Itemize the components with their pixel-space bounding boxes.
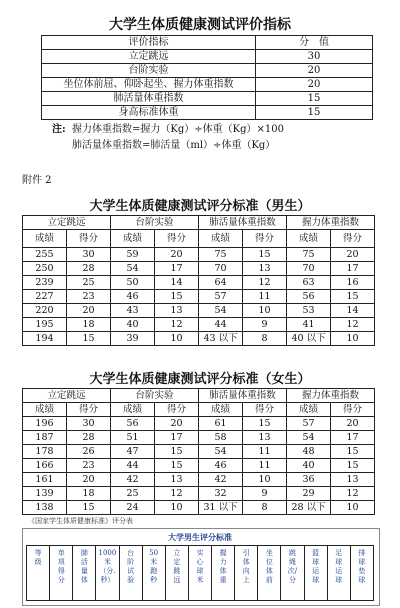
index-score: 20 [256,78,373,92]
column-header-glyph: 分 [288,576,296,584]
sub-header-cell: 成绩 [111,403,155,417]
score-cell: 23 [67,459,111,473]
column-header [142,546,165,601]
table-header-row [42,36,373,50]
sub-header-cell: 成绩 [199,230,243,248]
table-row [42,78,373,92]
table-row [23,431,375,445]
index-score: 30 [256,50,373,64]
index-name: 肺活量体重指数 [42,92,256,106]
table-row [23,487,375,501]
result-cell: 31 以下 [199,501,243,515]
column-header [50,546,73,601]
result-cell: 178 [23,445,67,459]
column-header [96,546,119,601]
table-row [42,106,373,120]
table-row [23,276,375,290]
table-row [23,262,375,276]
table-row [23,248,375,262]
sub-header-cell: 成绩 [287,230,331,248]
column-header [304,546,327,601]
result-cell: 194 [23,332,67,346]
column-header-glyph: 体 [242,558,250,566]
score-cell: 17 [155,262,199,276]
column-header-glyph: 单 [57,549,65,557]
column-header-glyph: 握 [219,549,227,557]
score-cell: 8 [243,501,287,515]
column-header [327,546,350,601]
column-header-glyph: 试 [127,567,135,575]
score-cell: 14 [155,276,199,290]
group-header-row [23,216,375,230]
note-line-2: 肺活量体重指数=肺活量（ml）÷体重（Kg） [72,140,276,151]
column-header-glyph: 足 [335,549,343,557]
score-cell: 28 [67,262,111,276]
column-header-glyph: 分 [57,576,65,584]
score-cell: 15 [331,290,375,304]
column-header-glyph: 球 [358,576,366,584]
column-header-glyph: 心 [196,558,204,566]
score-cell: 10 [155,332,199,346]
result-cell: 57 [199,290,243,304]
column-header-glyph: 绳 [288,558,296,566]
table-row [23,332,375,346]
group-header-cell: 立定跳远 [23,389,111,403]
note-line-1: 握力体重指数=握力（Kg）÷体重（Kg）×100 [72,124,284,135]
column-header-glyph: 米 [103,558,111,566]
column-header-glyph: 跳 [288,549,296,557]
table-row [23,290,375,304]
result-cell: 53 [287,304,331,318]
result-cell: 54 [199,445,243,459]
table-row [23,304,375,318]
column-header [27,546,50,601]
sub-header-cell: 得分 [331,230,375,248]
result-cell: 138 [23,501,67,515]
sub-header-cell: 得分 [67,403,111,417]
score-cell: 13 [243,262,287,276]
column-header-glyph: 秒） [100,576,115,584]
column-header [188,546,211,601]
score-cell: 12 [155,318,199,332]
index-name: 台阶实验 [42,64,256,78]
column-header-glyph: （分. [99,567,116,575]
group-header-cell: 肺活量体重指数 [199,216,287,230]
score-cell: 13 [331,473,375,487]
column-header-glyph: 等 [34,549,42,557]
column-header-glyph: 1000 [98,549,117,557]
table-row [23,459,375,473]
score-cell: 30 [67,248,111,262]
result-cell: 61 [199,417,243,431]
result-cell: 44 [111,459,155,473]
sub-header-cell: 成绩 [23,403,67,417]
table-row [42,92,373,106]
score-cell: 12 [331,487,375,501]
column-header-glyph: 篮 [312,549,320,557]
score-cell: 10 [155,501,199,515]
group-header-row [23,389,375,403]
score-cell: 17 [331,431,375,445]
column-header-glyph: 球 [335,576,343,584]
index-name: 坐位体前屈、仰卧起坐、握力体重指数 [42,78,256,92]
score-cell: 15 [331,445,375,459]
score-cell: 10 [331,501,375,515]
column-header-glyph: 米 [150,558,158,566]
column-header-glyph: 50 [149,549,159,557]
column-header-glyph: 远 [173,576,181,584]
column-header-glyph: 球 [312,576,320,584]
result-cell: 48 [287,445,331,459]
index-name: 立定跳远 [42,50,256,64]
result-cell: 50 [111,276,155,290]
table-row [23,445,375,459]
result-cell: 75 [287,248,331,262]
score-cell: 26 [67,445,111,459]
evaluation-index-table [41,35,373,120]
sub-header-cell: 得分 [155,403,199,417]
column-header [212,546,235,601]
column-header-glyph: 力 [219,558,227,566]
result-cell: 51 [111,431,155,445]
result-cell: 75 [199,248,243,262]
result-cell: 70 [287,262,331,276]
column-header-glyph: 球 [312,558,320,566]
result-cell: 70 [199,262,243,276]
result-cell: 46 [199,459,243,473]
header-cell: 分 值 [256,36,373,50]
score-cell: 10 [243,304,287,318]
score-cell: 20 [155,248,199,262]
sub-header-cell: 得分 [67,230,111,248]
score-cell: 15 [155,459,199,473]
score-cell: 15 [67,332,111,346]
column-header-glyph: 得 [57,567,65,575]
score-cell: 23 [67,290,111,304]
score-cell: 30 [67,417,111,431]
group-header-cell: 握力体重指数 [287,216,375,230]
column-header [119,546,142,601]
result-cell: 57 [287,417,331,431]
result-cell: 42 [199,473,243,487]
result-cell: 54 [287,431,331,445]
result-cell: 195 [23,318,67,332]
score-cell: 11 [243,459,287,473]
column-header-glyph: 量 [80,567,88,575]
result-cell: 41 [287,318,331,332]
score-cell: 18 [67,487,111,501]
score-cell: 28 [67,431,111,445]
group-header-cell: 立定跳远 [23,216,111,230]
score-cell: 25 [67,276,111,290]
score-cell: 15 [67,501,111,515]
sub-header-row [23,403,375,417]
result-cell: 32 [199,487,243,501]
result-cell: 28 以下 [287,501,331,515]
index-score: 15 [256,106,373,120]
result-cell: 220 [23,304,67,318]
column-header-glyph: 秒 [150,576,158,584]
index-name: 身高标准体重 [42,106,256,120]
column-header [73,546,96,601]
result-cell: 58 [199,431,243,445]
column-header-glyph: 上 [242,576,250,584]
result-cell: 43 以下 [199,332,243,346]
score-cell: 17 [155,431,199,445]
sub-header-cell: 得分 [243,403,287,417]
score-cell: 10 [331,332,375,346]
section4-title: 大学男生评分标准 [168,533,232,542]
column-header-glyph: 球 [196,567,204,575]
result-cell: 44 [199,318,243,332]
score-cell: 20 [155,417,199,431]
result-cell: 40 [287,459,331,473]
column-header-glyph: 位 [265,558,273,566]
column-header-glyph: 排 [358,549,366,557]
score-cell: 15 [331,459,375,473]
score-cell: 8 [243,332,287,346]
result-cell: 196 [23,417,67,431]
column-header-glyph: 立 [173,549,181,557]
column-header [350,546,373,601]
column-header [281,546,304,601]
column-header-glyph: 阶 [127,558,135,566]
column-header-glyph: 肺 [80,549,88,557]
score-cell: 15 [155,290,199,304]
column-header-glyph: 活 [80,558,88,566]
column-header-glyph: 运 [335,567,343,575]
score-cell: 11 [243,290,287,304]
result-cell: 25 [111,487,155,501]
column-header-glyph: 实 [196,549,204,557]
column-header [165,546,188,601]
index-score: 20 [256,64,373,78]
column-header-glyph: 验 [127,576,135,584]
group-header-cell: 肺活量体重指数 [199,389,287,403]
sub-header-cell: 成绩 [287,403,331,417]
score-cell: 15 [243,417,287,431]
column-header-glyph: 体 [219,567,227,575]
column-header-glyph: 球 [335,558,343,566]
column-header-glyph: 垫 [358,567,366,575]
sub-header-cell: 成绩 [199,403,243,417]
score-cell: 15 [243,248,287,262]
section2-title: 大学生体质健康测试评分标准（男生） [89,199,311,214]
column-header-glyph: 球 [358,558,366,566]
column-header-glyph: 引 [242,549,250,557]
male-scoring-table [22,215,375,346]
result-cell: 56 [111,417,155,431]
score-cell: 11 [243,445,287,459]
column-header-glyph: 跳 [173,567,181,575]
section3-title: 大学生体质健康测试评分标准（女生） [89,372,311,387]
result-cell: 161 [23,473,67,487]
result-cell: 250 [23,262,67,276]
result-cell: 40 以下 [287,332,331,346]
result-cell: 54 [111,262,155,276]
result-cell: 36 [287,473,331,487]
header-cell: 评价指标 [42,36,256,50]
attachment-label: 附件 2 [22,175,52,186]
column-header [235,546,258,601]
female-scoring-table [22,388,375,515]
score-cell: 13 [155,304,199,318]
score-cell: 13 [155,473,199,487]
section1-title: 大学生体质健康测试评价指标 [109,17,291,33]
column-header-glyph: 次/ [287,567,298,575]
result-cell: 42 [111,473,155,487]
column-header [258,546,281,601]
column-header-glyph: 运 [312,567,320,575]
score-cell: 20 [331,248,375,262]
table-row [23,473,375,487]
score-cell: 20 [67,304,111,318]
result-cell: 139 [23,487,67,501]
result-cell: 43 [111,304,155,318]
score-cell: 12 [155,487,199,501]
column-header-glyph: 项 [57,558,65,566]
result-cell: 166 [23,459,67,473]
score-cell: 13 [243,431,287,445]
column-header-glyph: 向 [242,567,250,575]
standard-caption: 《国家学生体质健康标准》评分表 [28,517,133,525]
column-header-glyph: 台 [127,549,135,557]
column-header-glyph: 体 [80,576,88,584]
result-cell: 46 [111,290,155,304]
group-header-cell: 台阶实验 [111,389,199,403]
column-header-glyph: 跑 [150,567,158,575]
sub-header-row [23,230,375,248]
column-header-glyph: 定 [173,558,181,566]
score-cell: 15 [155,445,199,459]
sub-header-cell: 得分 [155,230,199,248]
column-header-glyph: 前 [265,576,273,584]
score-cell: 17 [331,262,375,276]
table-row [23,417,375,431]
result-cell: 227 [23,290,67,304]
sub-header-cell: 成绩 [23,230,67,248]
result-cell: 39 [111,332,155,346]
score-cell: 10 [243,473,287,487]
result-cell: 40 [111,318,155,332]
result-cell: 59 [111,248,155,262]
table-row [23,501,375,515]
column-header-glyph: 米 [196,576,204,584]
male-standard-header-table [26,545,374,601]
column-header-glyph: 坐 [265,549,273,557]
table-row [42,64,373,78]
sub-header-cell: 得分 [331,403,375,417]
group-header-cell: 握力体重指数 [287,389,375,403]
note-label: 注: [52,124,66,135]
score-cell: 9 [243,318,287,332]
score-cell: 12 [331,318,375,332]
table-row [42,50,373,64]
result-cell: 64 [199,276,243,290]
score-cell: 20 [67,473,111,487]
score-cell: 14 [331,304,375,318]
result-cell: 63 [287,276,331,290]
column-header-glyph: 级 [34,558,42,566]
column-header-glyph: 重 [219,576,227,584]
group-header-cell: 台阶实验 [111,216,199,230]
score-cell: 18 [67,318,111,332]
result-cell: 187 [23,431,67,445]
column-header-glyph: 体 [265,567,273,575]
result-cell: 47 [111,445,155,459]
score-cell: 16 [331,276,375,290]
sub-header-cell: 得分 [243,230,287,248]
result-cell: 239 [23,276,67,290]
result-cell: 54 [199,304,243,318]
score-cell: 20 [331,417,375,431]
result-cell: 56 [287,290,331,304]
index-score: 15 [256,92,373,106]
result-cell: 24 [111,501,155,515]
header-row [27,546,374,601]
sub-header-cell: 成绩 [111,230,155,248]
score-cell: 12 [243,276,287,290]
result-cell: 255 [23,248,67,262]
table-row [23,318,375,332]
result-cell: 29 [287,487,331,501]
score-cell: 9 [243,487,287,501]
